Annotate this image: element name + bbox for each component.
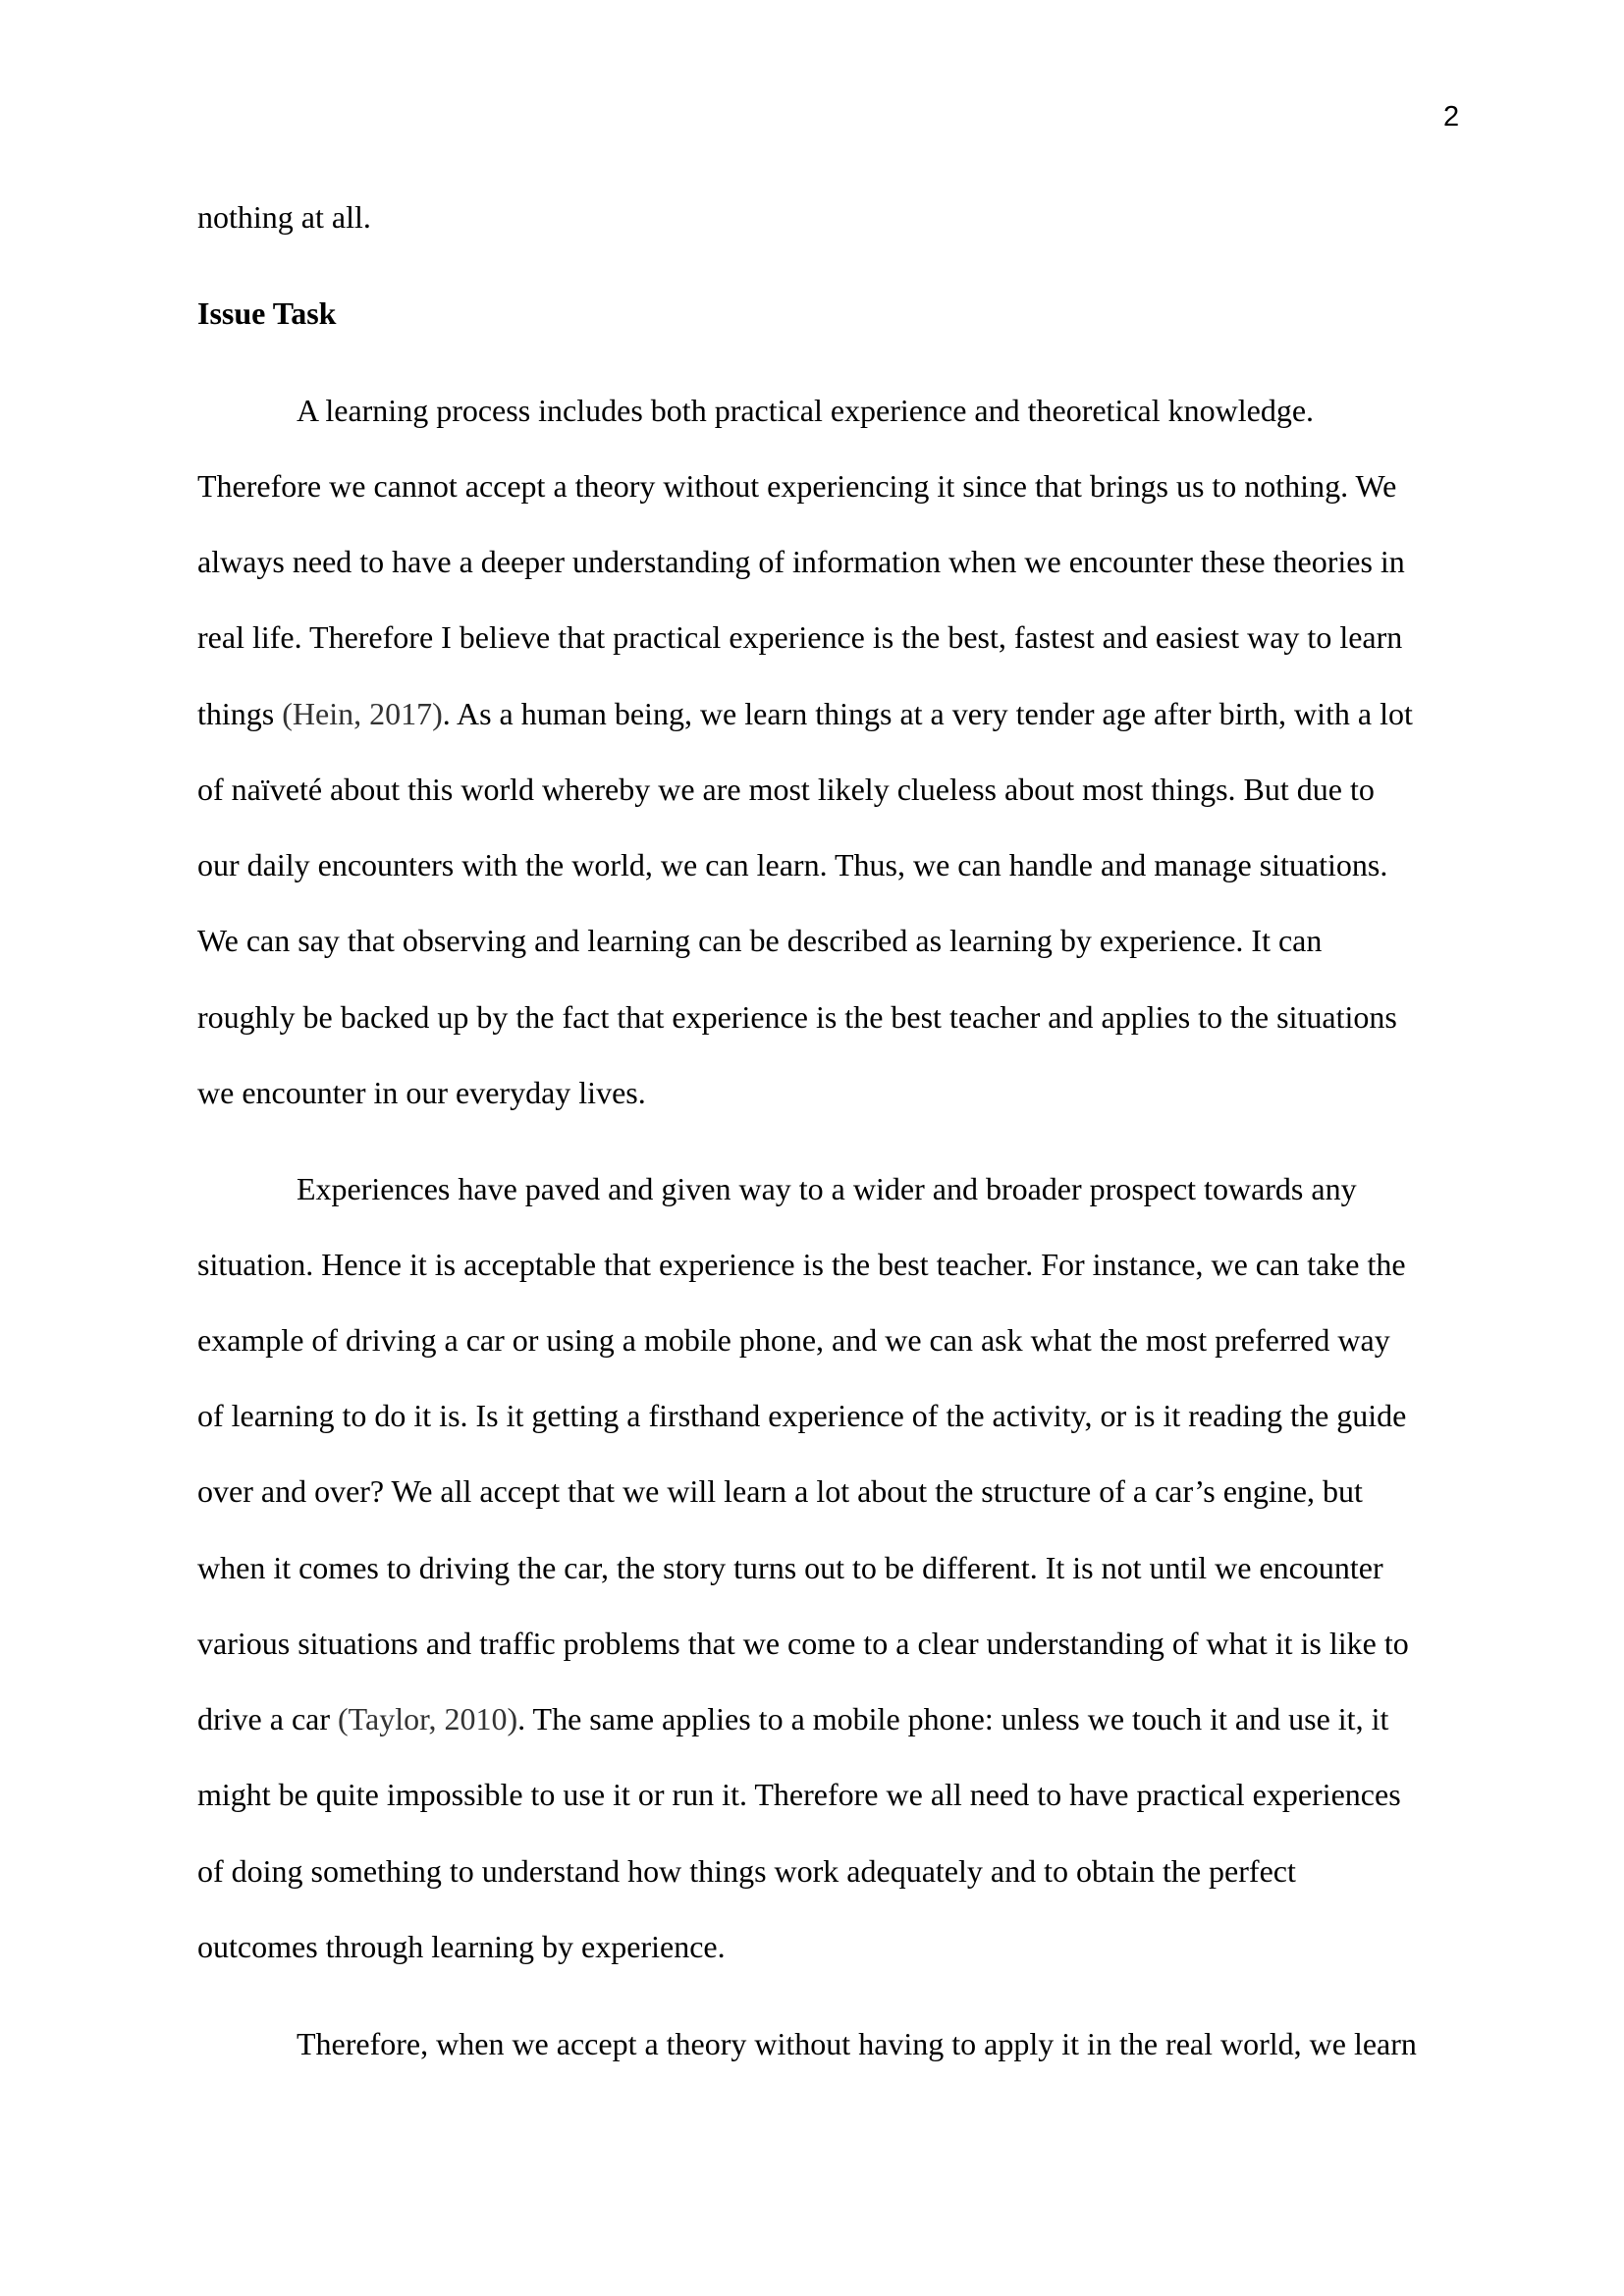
text-line: outcomes through learning by experience. [197,1929,726,1964]
section-heading: Issue Task [197,295,337,331]
text-line: Therefore, when we accept a theory without having to apply it in the real world, we learn [297,2026,1417,2061]
text-line: A learning process includes both practical experience and theoretical knowledge. [297,393,1315,428]
text-line: of doing something to understand how things work adequately and to obtain the perfect [197,1853,1296,1889]
text-line [197,1699,1388,1738]
text-segment: . As a human being, we learn things at a very tender age after birth, with a lot [442,696,1413,731]
text-line: Therefore we cannot accept a theory without experiencing it since that brings us to nothing. We [197,468,1397,504]
citation: (Hein, 2017) [282,696,443,731]
text-line: over and over? We all accept that we will learn a lot about the structure of a car’s engine, but [197,1473,1363,1509]
text-line [197,694,1413,733]
text-line: We can say that observing and learning can be described as learning by experience. It can [197,923,1323,958]
text-line: example of driving a car or using a mobile phone, and we can ask what the most preferred way [197,1322,1390,1358]
text-segment: things [197,696,283,731]
text-line: various situations and traffic problems that we come to a clear understanding of what it is like to [197,1626,1409,1661]
text-line: situation. Hence it is acceptable that experience is the best teacher. For instance, we can take the [197,1247,1406,1282]
text-line: we encounter in our everyday lives. [197,1075,646,1110]
text-line: of learning to do it is. Is it getting a firsthand experience of the activity, or is it reading the guide [197,1398,1407,1433]
text-line: real life. Therefore I believe that practical experience is the best, fastest and easiest way to learn [197,619,1403,655]
page-number: 2 [1443,101,1460,133]
text-segment: drive a car [197,1701,339,1736]
text-line: when it comes to driving the car, the story turns out to be different. It is not until we encounter [197,1550,1383,1585]
text-segment: . The same applies to a mobile phone: unless we touch it and use it, it [517,1701,1389,1736]
text-line: roughly be backed up by the fact that experience is the best teacher and applies to the situations [197,999,1397,1035]
citation: (Taylor, 2010) [338,1701,518,1736]
text-line: Experiences have paved and given way to a wider and broader prospect towards any [297,1171,1357,1206]
text-line: always need to have a deeper understanding of information when we encounter these theories in [197,544,1405,579]
text-line: might be quite impossible to use it or run it. Therefore we all need to have practical experiences [197,1777,1401,1812]
text-line: nothing at all. [197,199,371,235]
text-line: our daily encounters with the world, we can learn. Thus, we can handle and manage situations. [197,847,1388,882]
text-line: of naïveté about this world whereby we are most likely clueless about most things. But due to [197,772,1375,807]
